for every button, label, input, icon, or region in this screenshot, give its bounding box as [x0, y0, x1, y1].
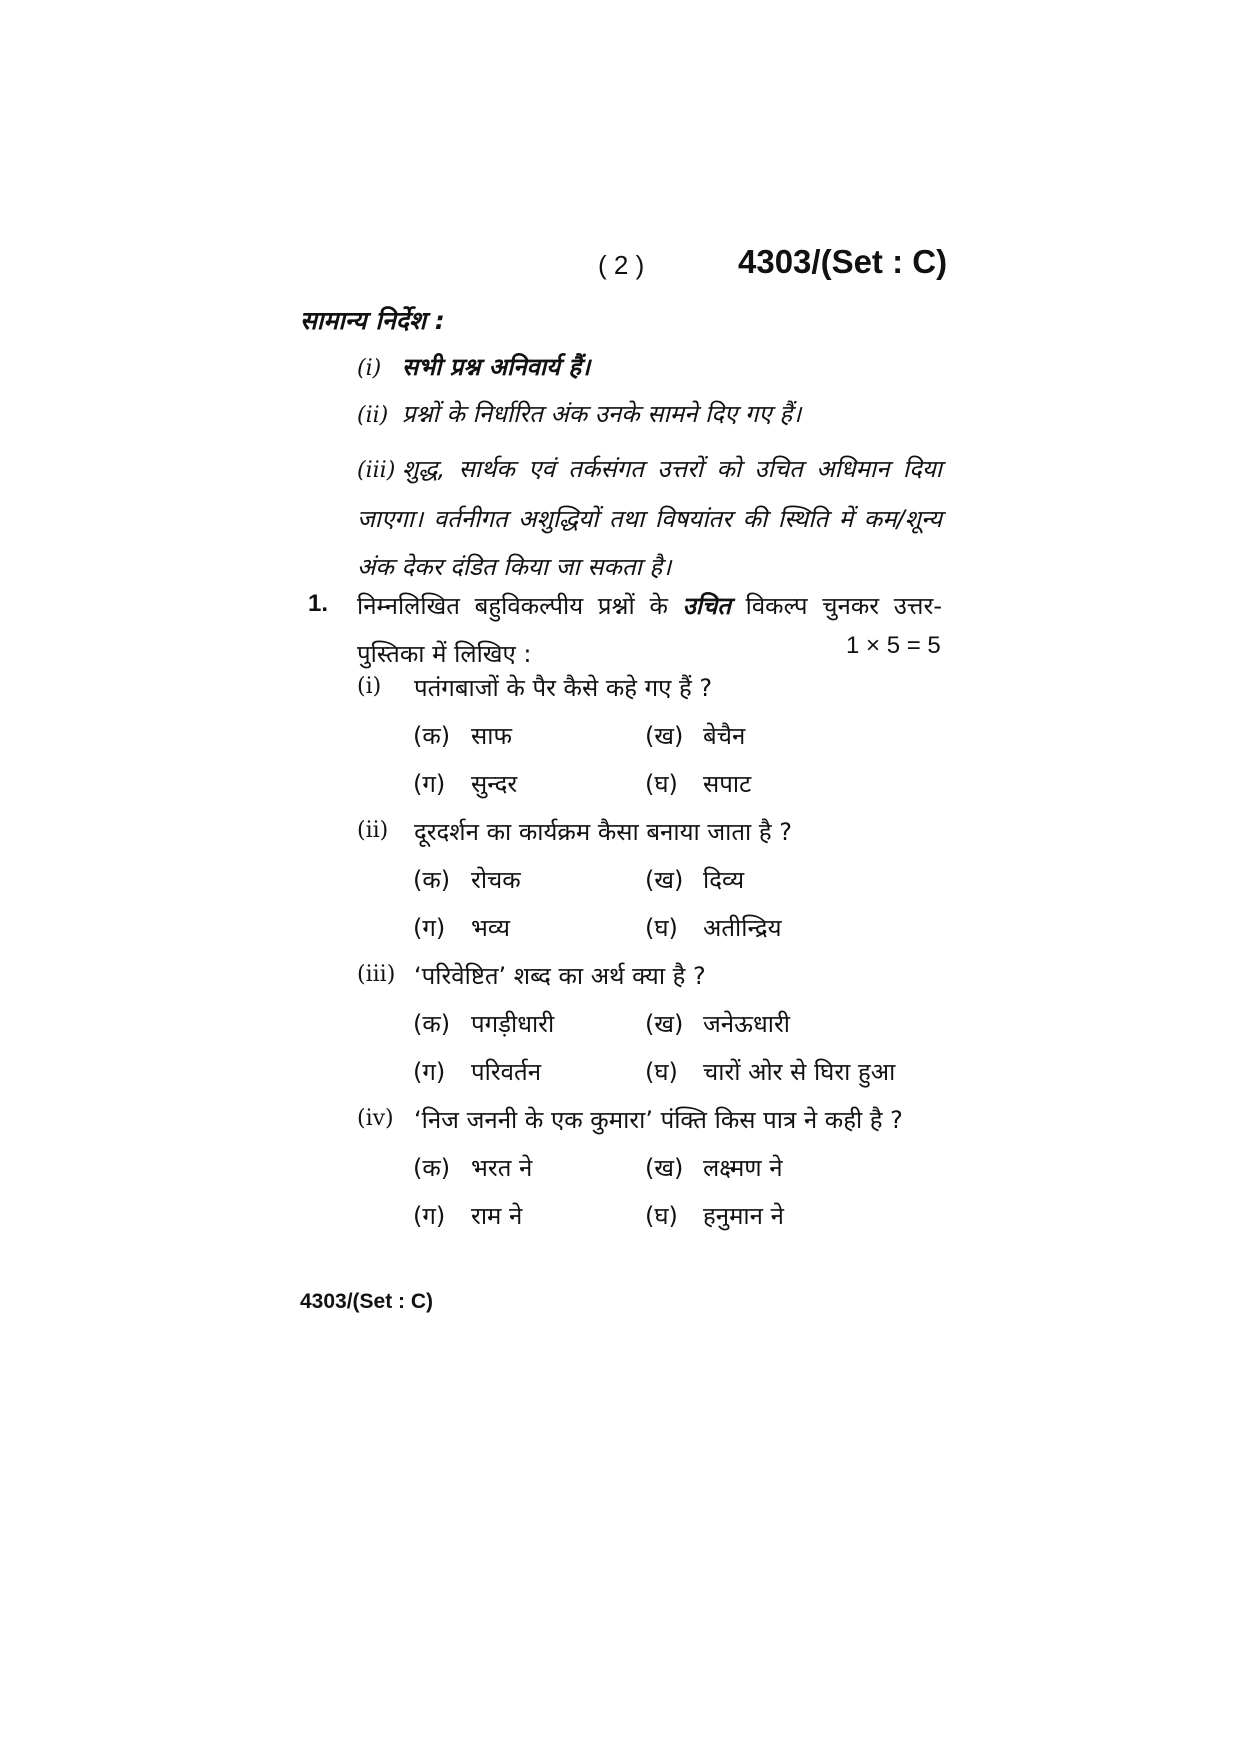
instruction-text: प्रश्नों के निर्धारित अंक उनके सामने दिए गए हैं। [402, 400, 802, 428]
option-label: (ख) [645, 722, 684, 750]
option-item [413, 1151, 532, 1184]
instruction-item [357, 445, 942, 591]
instruction-item [357, 397, 801, 430]
option-text: अतीन्द्रिय [703, 914, 782, 942]
page-number: ( 2 ) [598, 250, 645, 280]
subquestion-stem: दूरदर्शन का कार्यक्रम कैसा बनाया जाता है ? [414, 818, 792, 846]
option-item [413, 1199, 522, 1232]
option-text: लक्ष्मण ने [703, 1154, 783, 1182]
option-label: (ख) [645, 1010, 684, 1038]
option-text: परिवर्तन [471, 1058, 542, 1086]
option-label: (ख) [645, 866, 684, 894]
general-instructions-heading: सामान्य निर्देश : [300, 306, 445, 335]
option-label: (घ) [645, 1202, 678, 1230]
subquestion-stem: पतंगबाजों के पैर कैसे कहे गए हैं ? [414, 674, 713, 702]
question-text-before: निम्नलिखित बहुविकल्पीय प्रश्नों के [357, 592, 668, 620]
subquestion-number: (iii) [357, 962, 396, 987]
instruction-number: (iii) [357, 458, 396, 483]
paper-code-header: 4303/(Set : C) [738, 243, 948, 280]
option-text: जनेऊधारी [703, 1010, 790, 1038]
option-item [645, 911, 782, 944]
option-label: (ख) [645, 1154, 684, 1182]
subquestion-item [357, 815, 957, 851]
option-item [645, 1199, 784, 1232]
option-text: भरत ने [471, 1154, 533, 1182]
option-text: भव्य [471, 914, 510, 942]
subquestion-number: (iv) [357, 1106, 394, 1131]
option-label: (क) [413, 1010, 451, 1038]
question-emphasis: उचित [682, 592, 731, 620]
option-label: (घ) [645, 770, 678, 798]
option-text: साफ [471, 722, 512, 750]
subquestion-item [357, 671, 957, 707]
option-text: सपाट [703, 770, 752, 798]
paper-code-footer: 4303/(Set : C) [300, 1290, 434, 1313]
subquestion-stem: ‘निज जननी के एक कुमारा’ पंक्ति किस पात्र ने कही है ? [414, 1106, 903, 1134]
subquestion-number: (i) [357, 674, 382, 699]
option-label: (ग) [413, 1202, 446, 1230]
option-label: (घ) [645, 1058, 678, 1086]
option-text: रोचक [471, 866, 521, 894]
option-item [645, 767, 751, 800]
subquestion-item [357, 959, 957, 995]
option-label: (ग) [413, 1058, 446, 1086]
option-label: (ग) [413, 914, 446, 942]
option-label: (घ) [645, 914, 678, 942]
option-text: बेचैन [703, 722, 746, 750]
option-item [645, 863, 744, 896]
option-item [413, 911, 510, 944]
option-label: (क) [413, 866, 451, 894]
option-text: दिव्य [703, 866, 745, 894]
question-marks: 1 × 5 = 5 [846, 632, 941, 659]
option-item [645, 1007, 790, 1040]
option-item [645, 719, 745, 752]
option-text: हनुमान ने [703, 1202, 784, 1230]
option-text: चारों ओर से घिरा हुआ [703, 1058, 896, 1086]
subquestion-stem: ‘परिवेष्टित’ शब्द का अर्थ क्या है ? [414, 962, 706, 990]
question-text [357, 582, 942, 678]
option-label: (क) [413, 1154, 451, 1182]
instruction-item [357, 350, 590, 383]
instruction-text: सभी प्रश्न अनिवार्य हैं। [402, 353, 591, 381]
option-text: पगड़ीधारी [471, 1010, 555, 1038]
option-item [645, 1055, 895, 1088]
option-item [645, 1151, 783, 1184]
subquestion-number: (ii) [357, 818, 389, 843]
option-label: (ग) [413, 770, 446, 798]
option-item [413, 1007, 554, 1040]
instruction-number: (ii) [357, 403, 389, 428]
option-item [413, 767, 517, 800]
option-text: सुन्दर [471, 770, 518, 798]
option-item [413, 1055, 541, 1088]
option-label: (क) [413, 722, 451, 750]
option-text: राम ने [471, 1202, 523, 1230]
option-item [413, 719, 512, 752]
instruction-number: (i) [357, 356, 382, 381]
instruction-text: शुद्ध, सार्थक एवं तर्कसंगत उत्तरों को उचित अधिमान दिया जाएगा। वर्तनीगत अशुद्धियों तथा विषयांतर की स्थिति में कम/शून्य अंक देकर दंडित किया जा सकता है। [357, 455, 942, 581]
option-item [413, 863, 521, 896]
subquestion-item [357, 1103, 957, 1139]
question-number: 1. [308, 590, 329, 617]
question-text-after: विकल्प चुनकर उत्तर-पुस्तिका में लिखिए : [357, 592, 942, 668]
